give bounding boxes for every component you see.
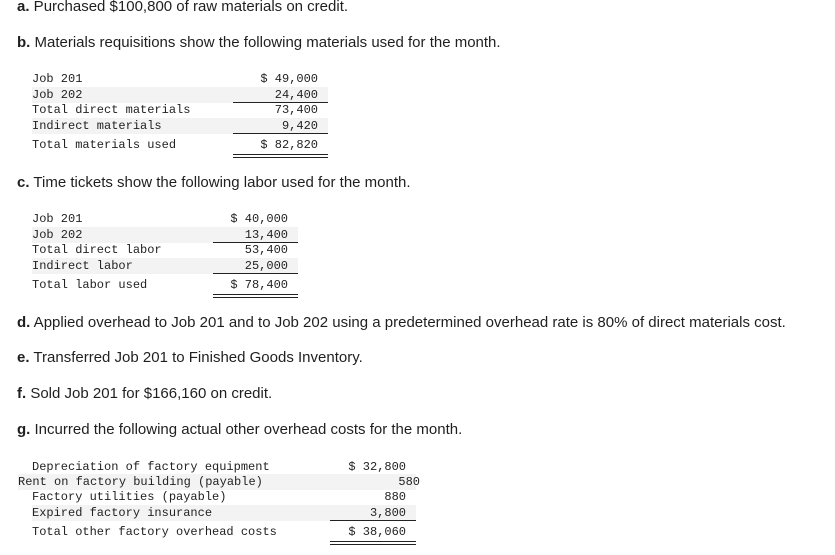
overhead-table — [18, 459, 420, 547]
row-value: $ 49,000 — [260, 72, 318, 86]
materials-row-job201 — [32, 71, 328, 87]
item-g-letter: g. — [17, 421, 31, 438]
labor-table — [32, 211, 298, 299]
row-value: 3,800 — [369, 506, 406, 520]
labor-row-job201 — [32, 211, 298, 227]
materials-row-job202 — [32, 87, 328, 103]
item-c-text: Time tickets show the following labor used for the month. — [29, 174, 411, 191]
total-double-underline-top — [233, 154, 328, 155]
subtotal-underline — [330, 520, 416, 521]
item-f-letter: f. — [17, 385, 27, 402]
total-double-underline-bottom — [330, 544, 416, 545]
row-value: 9,420 — [281, 119, 318, 133]
labor-row-job202 — [32, 227, 298, 243]
overhead-row-utilities — [32, 489, 416, 505]
row-value: 73,400 — [274, 103, 318, 117]
item-b-letter: b. — [17, 34, 31, 51]
total-double-underline-bottom — [213, 297, 298, 298]
row-label: Total labor used — [32, 278, 148, 292]
item-e-letter: e. — [17, 349, 30, 366]
item-g-text: Incurred the following actual other overhead costs for the month. — [30, 421, 463, 438]
row-value: $ 82,820 — [260, 138, 318, 152]
overhead-row-rent — [18, 474, 420, 490]
row-label: Expired factory insurance — [32, 506, 213, 520]
subtotal-underline — [233, 133, 328, 134]
subtotal-underline — [213, 273, 298, 274]
overhead-row-insurance — [32, 505, 416, 521]
total-double-underline-top — [330, 541, 416, 542]
row-label: Job 201 — [32, 212, 83, 226]
labor-row-total-direct — [32, 242, 298, 258]
materials-row-total-direct — [32, 102, 328, 118]
item-a-letter: a. — [17, 0, 30, 15]
row-value: 25,000 — [244, 259, 288, 273]
row-label: Total direct labor — [32, 243, 162, 257]
total-double-underline-bottom — [233, 157, 328, 158]
row-label: Rent on factory building (payable) — [18, 475, 263, 489]
materials-row-total — [32, 137, 328, 153]
item-d-letter: d. — [17, 314, 31, 331]
row-value: $ 38,060 — [348, 525, 406, 539]
total-double-underline-top — [213, 294, 298, 295]
item-a — [17, 0, 348, 16]
row-label: Factory utilities (payable) — [32, 490, 227, 504]
item-c — [17, 174, 411, 192]
item-c-letter: c. — [17, 174, 30, 191]
row-value: 24,400 — [274, 88, 318, 102]
row-label: Job 202 — [32, 88, 83, 102]
row-label: Indirect labor — [32, 259, 133, 273]
item-f — [17, 385, 272, 403]
row-label: Job 201 — [32, 72, 83, 86]
item-e — [17, 349, 363, 367]
row-value: $ 32,800 — [348, 460, 406, 474]
item-d — [17, 314, 786, 332]
labor-row-total — [32, 277, 298, 293]
item-d-text: Applied overhead to Job 201 and to Job 202 using a predetermined overhead rate is 80% of direct materials cost. — [30, 314, 786, 331]
row-label: Depreciation of factory equipment — [32, 460, 270, 474]
materials-table — [32, 71, 328, 159]
row-label: Job 202 — [32, 228, 83, 242]
materials-row-indirect — [32, 118, 328, 134]
row-value: $ 40,000 — [230, 212, 288, 226]
row-value: $ 78,400 — [230, 278, 288, 292]
labor-row-indirect — [32, 258, 298, 274]
item-b — [17, 34, 501, 52]
overhead-row-total — [32, 524, 416, 540]
row-label: Total direct materials — [32, 103, 191, 117]
item-f-text: Sold Job 201 for $166,160 on credit. — [26, 385, 273, 402]
row-value: 13,400 — [244, 228, 288, 242]
row-value: 53,400 — [244, 243, 288, 257]
item-g — [17, 421, 462, 439]
item-b-text: Materials requisitions show the following materials used for the month. — [30, 34, 501, 51]
row-value: 580 — [398, 475, 420, 489]
row-label: Total materials used — [32, 138, 177, 152]
row-value: 880 — [384, 490, 406, 504]
row-label: Indirect materials — [32, 119, 162, 133]
overhead-row-depreciation — [32, 459, 416, 475]
row-label: Total other factory overhead costs — [32, 525, 277, 539]
item-a-text: Purchased $100,800 of raw materials on credit. — [29, 0, 349, 15]
item-e-text: Transferred Job 201 to Finished Goods Inventory. — [29, 349, 363, 366]
